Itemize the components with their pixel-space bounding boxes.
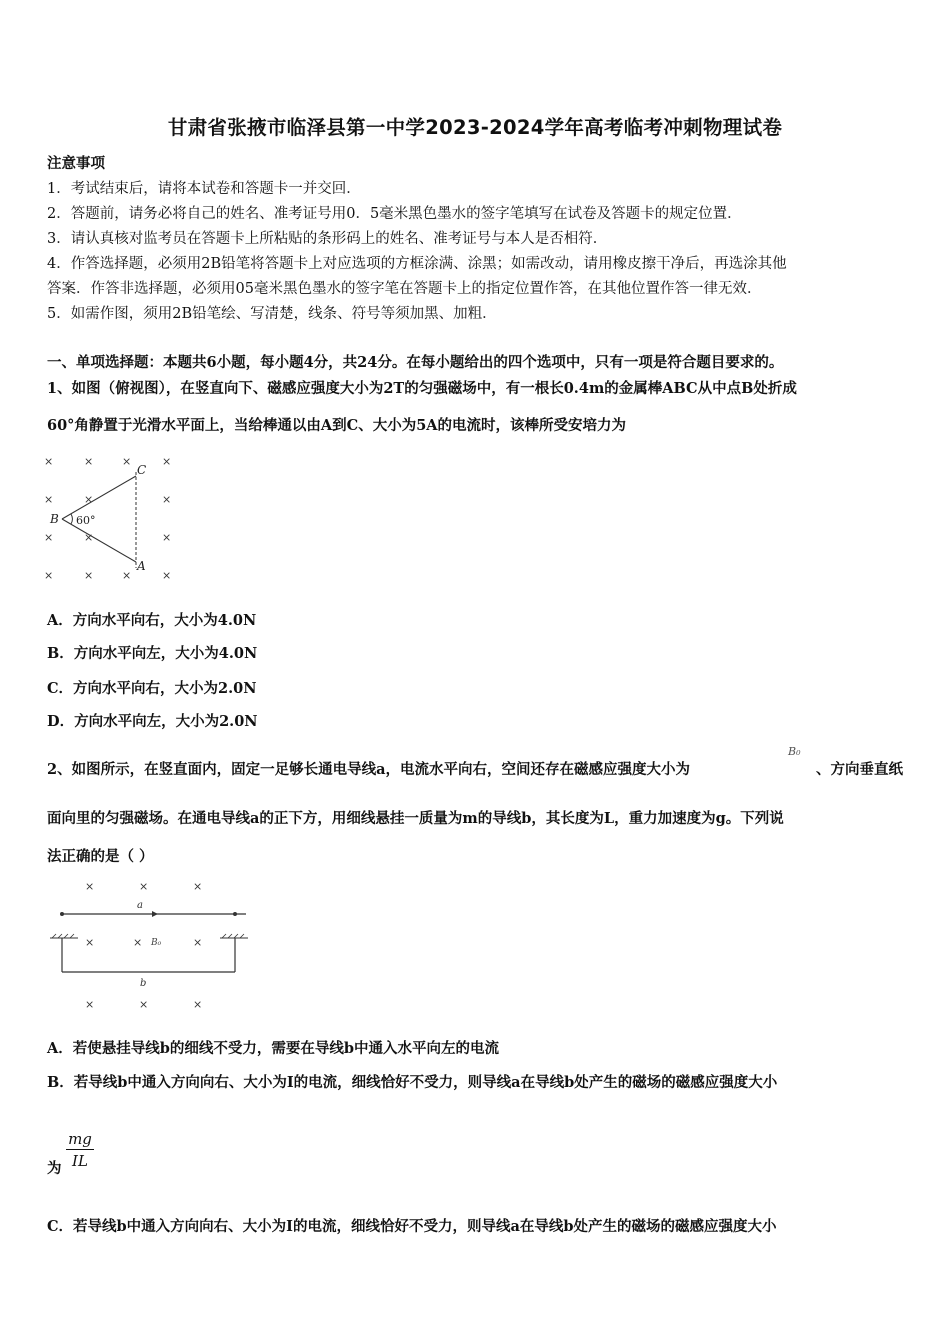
q2-line1: 2、如图所示，在竖直面内，固定一足够长通电导线a，电流水平向右，空间还存在磁感应强度大小为	[47, 761, 690, 778]
q1-line2: 60°角静置于光滑水平面上，当给棒通以由A到C、大小为5A的电流时，该棒所受安培力为	[47, 417, 627, 434]
label-b0: B₀	[151, 938, 162, 948]
q2-option-a: A．若使悬挂导线b的细线不受力，需要在导线b中通入水平向左的电流	[47, 1040, 500, 1057]
q2-option-b-prefix: 为	[47, 1160, 62, 1177]
field-mark: ×	[85, 936, 95, 949]
field-mark: ×	[122, 455, 132, 468]
q1-option-a: A．方向水平向右，大小为4.0N	[47, 612, 257, 629]
hatch-right	[222, 934, 244, 938]
field-mark: ×	[193, 998, 203, 1011]
fraction-numerator: mg	[66, 1130, 94, 1150]
q2-figure	[40, 875, 260, 1015]
field-mark: ×	[44, 531, 54, 544]
q1-option-d: D．方向水平向左，大小为2.0N	[47, 713, 258, 730]
label-c: C	[137, 463, 147, 477]
q2-line3: 法正确的是（ ）	[47, 848, 154, 865]
notice-item-3: 3．请认真核对监考员在答题卡上所粘贴的条形码上的姓名、准考证号与本人是否相符．	[47, 231, 608, 247]
wire-a-end-right	[233, 912, 237, 916]
page-title: 甘肃省张掖市临泽县第一中学2023-2024学年高考临考冲刺物理试卷	[167, 116, 783, 139]
field-mark: ×	[44, 455, 54, 468]
field-mark: ×	[139, 998, 149, 1011]
label-a: a	[137, 900, 143, 911]
field-mark: ×	[193, 936, 203, 949]
label-b: b	[140, 978, 147, 989]
notice-heading: 注意事项	[47, 155, 105, 172]
wire-a-end-left	[60, 912, 64, 916]
notice-item-4-cont: 答案．作答非选择题，必须用05毫米黑色墨水的签字笔在答题卡上的指定位置作答，在其他位置作答一律无效．	[47, 281, 762, 297]
q2-line1-end: 、方向垂直纸	[816, 761, 903, 778]
field-mark: ×	[122, 569, 132, 582]
field-mark: ×	[44, 569, 54, 582]
label-a: A	[137, 559, 146, 573]
field-mark: ×	[162, 493, 172, 506]
rod-ba	[62, 519, 136, 562]
field-mark: ×	[84, 531, 94, 544]
q2-line2: 面向里的匀强磁场。在通电导线a的正下方，用细线悬挂一质量为m的导线b，其长度为L，重力加速度为g。下列说	[47, 810, 784, 827]
field-mark: ×	[85, 998, 95, 1011]
notice-item-1: 1．考试结束后，请将本试卷和答题卡一并交回．	[47, 181, 361, 197]
field-mark: ×	[133, 936, 143, 949]
q1-figure	[40, 452, 190, 586]
field-mark: ×	[44, 493, 54, 506]
section-heading: 一、单项选择题：本题共6小题，每小题4分，共24分。在每小题给出的四个选项中，只有一项是符合题目要求的。	[47, 354, 784, 371]
fraction-denominator: IL	[72, 1152, 88, 1170]
field-mark: ×	[85, 880, 95, 893]
field-mark: ×	[162, 569, 172, 582]
field-mark: ×	[84, 455, 94, 468]
hatch-left	[52, 934, 74, 938]
q1-line1: 1、如图（俯视图），在竖直向下、磁感应强度大小为2T的匀强磁场中，有一根长0.4m的金属棒ABC从中点B处折成	[47, 380, 797, 397]
q2-option-b: B．若导线b中通入方向向右、大小为I的电流，细线恰好不受力，则导线a在导线b处产生的磁场的磁感应强度大小	[47, 1074, 778, 1091]
q2-option-c: C．若导线b中通入方向向右、大小为I的电流，细线恰好不受力，则导线a在导线b处产生的磁场的磁感应强度大小	[47, 1218, 777, 1235]
label-angle: 60°	[76, 514, 96, 527]
q1-option-b: B．方向水平向左，大小为4.0N	[47, 645, 258, 662]
field-mark: ×	[84, 569, 94, 582]
rod-bc	[62, 476, 136, 519]
field-mark: ×	[162, 455, 172, 468]
label-b: B	[50, 512, 59, 526]
q2-option-b-fraction	[66, 1130, 94, 1170]
notice-item-2: 2．答题前，请务必将自己的姓名、准考证号用0．5毫米黑色墨水的签字笔填写在试卷及答题卡的规定位置．	[47, 206, 742, 222]
field-mark: ×	[84, 493, 94, 506]
field-mark: ×	[139, 880, 149, 893]
notice-item-5: 5．如需作图，须用2B铅笔绘、写清楚，线条、符号等须加黑、加粗．	[47, 306, 497, 322]
field-mark: ×	[162, 531, 172, 544]
angle-arc	[71, 514, 72, 524]
q1-option-c: C．方向水平向右，大小为2.0N	[47, 680, 257, 697]
notice-item-4: 4．作答选择题，必须用2B铅笔将答题卡上对应选项的方框涂满、涂黑；如需改动，请用橡皮擦干净后，再选涂其他	[47, 256, 787, 272]
field-mark: ×	[193, 880, 203, 893]
current-arrow	[152, 911, 158, 917]
q2-b0-symbol: B₀	[788, 745, 801, 758]
